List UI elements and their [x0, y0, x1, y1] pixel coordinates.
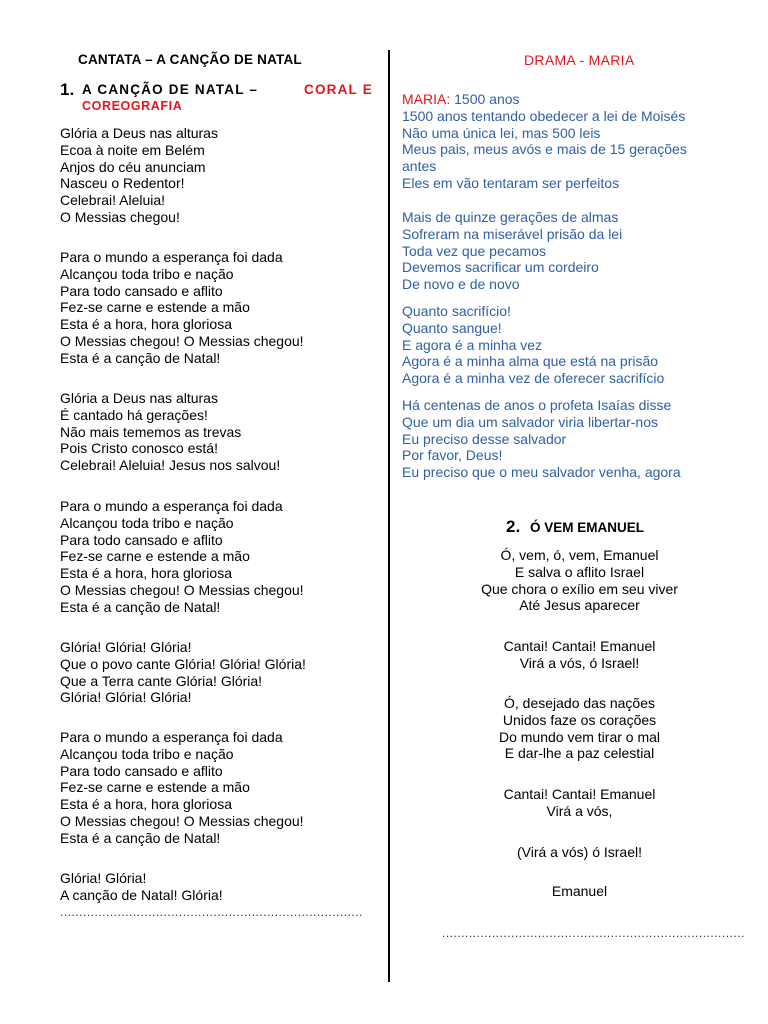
lyric-line: Para o mundo a esperança foi dada [60, 729, 283, 745]
lyric-line: Glória! Glória! Glória! [60, 689, 192, 706]
lyric-line: Para o mundo a esperança foi dada [60, 249, 283, 265]
lyric-line: Alcançou toda tribo e nação [60, 265, 234, 282]
lyric-line: Virá a vós, ó Israel! [519, 654, 640, 671]
lyric-line: Alcançou toda tribo e nação [60, 514, 234, 531]
drama-title: DRAMA - MARIA [524, 52, 635, 68]
lyric-line: Unidos faze os corações [502, 711, 657, 728]
monologue-line: Quanto sangue! [402, 319, 502, 336]
lyric-line: Ó, desejado das nações [504, 695, 655, 711]
lyric-line: Que a Terra cante Glória! Glória! [60, 672, 263, 689]
stanza [391, 883, 768, 900]
monologue-line: Não uma única lei, mas 500 leis [402, 124, 601, 141]
lyric-line: Que chora o exílio em seu viver [481, 580, 678, 597]
monologue-line: Agora é a minha alma que está na prisão [402, 353, 659, 370]
stanza [60, 870, 223, 904]
lyric-line: Fez-se carne e estende a mão [60, 299, 250, 316]
lyric-line: Cantai! Cantai! Emanuel [503, 638, 656, 654]
lyric-line: Cantai! Cantai! Emanuel [503, 786, 656, 802]
lyric-line: Ó, vem, ó, vem, Emanuel [500, 547, 659, 563]
lyric-line: Celebrai! Aleluia! [60, 192, 166, 209]
monologue-line: Meus pais, meus avós e mais de 15 gerações [402, 141, 687, 158]
song2-title: Ó VEM EMANUEL [530, 520, 645, 535]
lyric-line: Esta é a canção de Natal! [60, 598, 221, 615]
lyric-line: Para o mundo a esperança foi dada [60, 498, 283, 514]
lyric-line: Do mundo vem tirar o mal [498, 728, 661, 745]
dotted-rule: ............................................................................... [60, 905, 363, 919]
cantata-header: CANTATA – A CANÇÃO DE NATAL [78, 52, 302, 67]
monologue-paragraph [402, 303, 664, 387]
monologue-line: E agora é a minha vez [402, 336, 543, 353]
stanza [391, 786, 768, 820]
song-tag-coral: CORAL E [304, 82, 373, 97]
lyric-line: Emanuel [551, 883, 608, 899]
monologue-line: Eles em vão tentaram ser perfeitos [402, 174, 620, 191]
lyric-line: Nasceu o Redentor! [60, 175, 185, 192]
lyric-line: Esta é a canção de Natal! [60, 829, 221, 846]
lyric-line: Glória a Deus nas alturas [60, 125, 218, 141]
stanza [60, 390, 280, 474]
lyric-line: O Messias chegou! O Messias chegou! [60, 332, 304, 349]
lyric-line: O Messias chegou! [60, 208, 180, 225]
lyric-line: Para todo cansado e aflito [60, 282, 223, 299]
monologue-line: Que um dia um salvador viria libertar-nos [402, 413, 658, 430]
speaker-label: MARIA: [402, 91, 451, 107]
lyric-line: Até Jesus aparecer [519, 597, 640, 614]
monologue-line: 1500 anos tentando obedecer a lei de Moisés [402, 107, 686, 124]
stanza [60, 729, 304, 847]
lyric-line: Celebrai! Aleluia! Jesus nos salvou! [60, 457, 281, 474]
lyric-line: Para todo cansado e aflito [60, 531, 223, 548]
monologue-paragraph [402, 91, 687, 192]
lyric-line: Glória! Glória! [60, 870, 147, 886]
stanza [391, 638, 768, 672]
stanza [60, 249, 304, 367]
monologue-line: Mais de quinze gerações de almas [402, 209, 619, 225]
monologue-paragraph [402, 397, 681, 481]
lyric-line: Glória! Glória! Glória! [60, 639, 192, 655]
monologue-line: Eu preciso que o meu salvador venha, agora [402, 464, 681, 481]
monologue-line: Por favor, Deus! [402, 447, 503, 464]
column-divider [388, 50, 390, 982]
lyric-line: Alcançou toda tribo e nação [60, 745, 234, 762]
lyric-line: A canção de Natal! Glória! [60, 886, 223, 903]
lyric-line: E salva o aflito Israel [514, 563, 645, 580]
stanza [60, 639, 306, 706]
lyric-line: Ecoa à noite em Belém [60, 141, 205, 158]
monologue-line: Toda vez que pecamos [402, 242, 546, 259]
lyric-line: Fez-se carne e estende a mão [60, 548, 250, 565]
monologue-line: Há centenas de anos o profeta Isaías disse [402, 397, 672, 413]
stanza [391, 547, 768, 614]
monologue-line: antes [402, 158, 437, 175]
stanza [60, 498, 304, 616]
stanza [391, 695, 768, 762]
lyric-line: Para todo cansado e aflito [60, 762, 223, 779]
monologue-line: Devemos sacrificar um cordeiro [402, 259, 599, 276]
monologue-line: 1500 anos [454, 91, 520, 107]
stanza [60, 125, 218, 226]
lyric-line: Pois Cristo conosco está! [60, 440, 218, 457]
monologue-line: Sofreram na miserável prisão da lei [402, 225, 623, 242]
monologue-line: Eu preciso desse salvador [402, 430, 567, 447]
lyric-line: Esta é a hora, hora gloriosa [60, 316, 232, 333]
lyric-line: Virá a vós, [546, 802, 613, 819]
dotted-rule: ............................................................................... [442, 926, 745, 940]
lyric-line: O Messias chegou! O Messias chegou! [60, 812, 304, 829]
lyric-line: Esta é a canção de Natal! [60, 349, 221, 366]
lyric-line: (Virá a vós) ó Israel! [516, 844, 642, 860]
lyric-line: Esta é a hora, hora gloriosa [60, 565, 232, 582]
lyric-line: Não mais tememos as trevas [60, 423, 242, 440]
song-title: A CANÇÃO DE NATAL – [82, 82, 259, 97]
lyric-line: O Messias chegou! O Messias chegou! [60, 581, 304, 598]
lyric-line: Que o povo cante Glória! Glória! Glória! [60, 655, 306, 672]
monologue-line: Quanto sacrifício! [402, 303, 511, 319]
lyric-line: Fez-se carne e estende a mão [60, 779, 250, 796]
lyric-line: Glória a Deus nas alturas [60, 390, 218, 406]
stanza [391, 844, 768, 861]
monologue-line: Agora é a minha vez de oferecer sacrifício [402, 370, 665, 387]
song2-number: 2. [506, 517, 521, 536]
lyric-line: Esta é a hora, hora gloriosa [60, 796, 232, 813]
lyric-line: Anjos do céu anunciam [60, 158, 206, 175]
monologue-line: De novo e de novo [402, 276, 520, 293]
lyric-line: É cantado há gerações! [60, 406, 208, 423]
lyric-line: E dar-lhe a paz celestial [504, 745, 655, 762]
song-tag-coreografia: COREOGRAFIA [82, 99, 183, 113]
monologue-paragraph [402, 209, 622, 293]
song-number: 1. [60, 80, 75, 99]
